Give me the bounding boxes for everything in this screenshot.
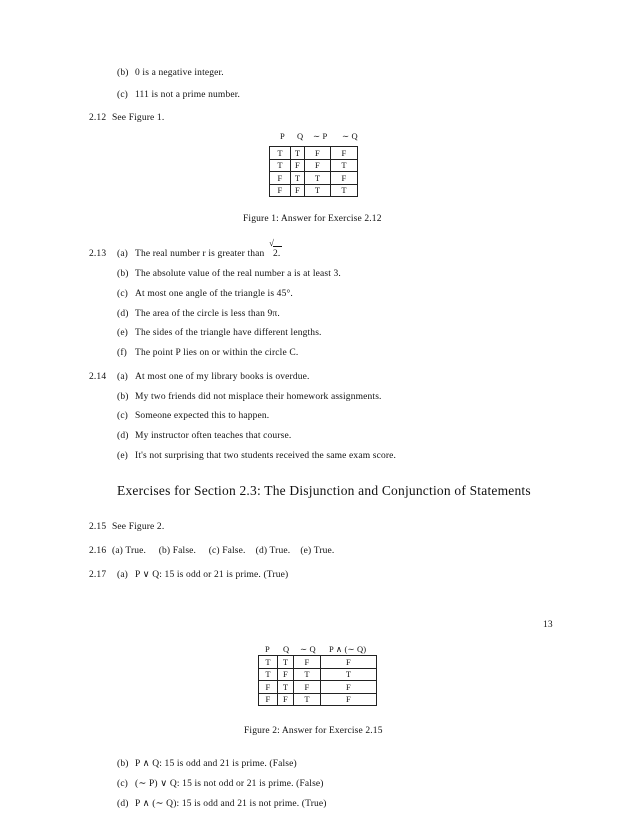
table-cell: T xyxy=(270,159,291,172)
truth-table-2 xyxy=(258,655,377,706)
item-text: 111 is not a prime number. xyxy=(135,90,241,100)
table-header: ∼ Q xyxy=(342,131,358,141)
exercise-number: 2.15 xyxy=(89,522,107,532)
item-label: (c) xyxy=(117,90,128,100)
table-cell: T xyxy=(259,668,278,681)
table-cell: F xyxy=(270,184,291,197)
item-text: See Figure 1. xyxy=(112,113,165,123)
item-label: (e) xyxy=(117,451,128,461)
exercise-number: 2.17 xyxy=(89,570,107,580)
table-cell: T xyxy=(305,184,331,197)
item-label: (e) xyxy=(117,328,128,338)
item-text: The point P lies on or within the circle C. xyxy=(135,348,299,358)
table-cell: T xyxy=(294,668,321,681)
table-header: ∼ Q xyxy=(300,644,316,654)
item-label: (c) xyxy=(117,779,128,789)
table-cell: F xyxy=(294,656,321,669)
item-label: (a) xyxy=(117,372,128,382)
table-row xyxy=(259,656,377,669)
table-cell: T xyxy=(331,159,358,172)
table-cell: F xyxy=(270,172,291,185)
figure-caption: Figure 1: Answer for Exercise 2.12 xyxy=(243,214,382,224)
item-text: P ∧ Q: 15 is odd and 21 is prime. (False) xyxy=(135,759,297,769)
table-cell: T xyxy=(331,184,358,197)
table-cell: T xyxy=(291,147,305,160)
exercise-number: 2.14 xyxy=(89,372,107,382)
table-row xyxy=(259,668,377,681)
table-cell: T xyxy=(278,656,294,669)
table-row xyxy=(259,693,377,706)
truth-table-1 xyxy=(269,146,358,197)
table-cell: T xyxy=(259,656,278,669)
item-text: P ∨ Q: 15 is odd or 21 is prime. (True) xyxy=(135,570,289,580)
table-cell: T xyxy=(278,681,294,694)
table-cell: F xyxy=(321,681,377,694)
item-label: (d) xyxy=(117,309,129,319)
table-cell: F xyxy=(305,159,331,172)
item-text: The area of the circle is less than 9π. xyxy=(135,309,280,319)
item-label: (d) xyxy=(117,431,129,441)
table-cell: T xyxy=(270,147,291,160)
table-cell: F xyxy=(294,681,321,694)
item-text: My two friends did not misplace their homework assignments. xyxy=(135,392,382,402)
table-row xyxy=(259,681,377,694)
item-text: P ∧ (∼ Q): 15 is odd and 21 is not prime. (True) xyxy=(135,799,327,809)
item-label: (b) xyxy=(117,759,129,769)
item-label: (f) xyxy=(117,348,127,358)
item-text: The real number r is greater than √ 2. xyxy=(135,238,281,259)
item-label: (a) xyxy=(117,249,128,259)
figure-caption: Figure 2: Answer for Exercise 2.15 xyxy=(244,726,383,736)
item-label: (b) xyxy=(117,269,129,279)
table-cell: T xyxy=(321,668,377,681)
table-row xyxy=(270,159,358,172)
item-text: 0 is a negative integer. xyxy=(135,68,224,78)
table-header: P ∧ (∼ Q) xyxy=(329,644,367,654)
item-text: At most one angle of the triangle is 45°. xyxy=(135,289,293,299)
table-cell: F xyxy=(278,693,294,706)
table-cell: F xyxy=(331,172,358,185)
item-text: (a) True. (b) False. (c) False. (d) True. (e) True. xyxy=(112,546,335,556)
item-label: (d) xyxy=(117,799,129,809)
table-header: P xyxy=(265,644,270,654)
table-header: ∼ P xyxy=(313,131,328,141)
table-header: Q xyxy=(297,131,304,141)
table-cell: T xyxy=(294,693,321,706)
page-number: 13 xyxy=(543,620,553,630)
table-cell: T xyxy=(305,172,331,185)
table-cell: F xyxy=(259,693,278,706)
table-cell: T xyxy=(291,172,305,185)
section-heading: Exercises for Section 2.3: The Disjunction and Conjunction of Statements xyxy=(117,483,531,498)
item-label: (c) xyxy=(117,411,128,421)
item-text: (∼ P) ∨ Q: 15 is not odd or 21 is prime. (False) xyxy=(135,779,324,789)
item-text: The sides of the triangle have different lengths. xyxy=(135,328,322,338)
table-cell: F xyxy=(259,681,278,694)
table-cell: F xyxy=(291,159,305,172)
table-header: Q xyxy=(283,644,290,654)
item-text: See Figure 2. xyxy=(112,522,165,532)
exercise-number: 2.13 xyxy=(89,249,107,259)
table-row xyxy=(270,184,358,197)
item-label: (b) xyxy=(117,68,129,78)
table-cell: F xyxy=(291,184,305,197)
sqrt-symbol: √ 2. xyxy=(268,238,281,259)
item-text: Someone expected this to happen. xyxy=(135,411,270,421)
table-cell: F xyxy=(305,147,331,160)
table-cell: F xyxy=(321,656,377,669)
table-row xyxy=(270,172,358,185)
item-text: My instructor often teaches that course. xyxy=(135,431,292,441)
exercise-number: 2.16 xyxy=(89,546,107,556)
exercise-number: 2.12 xyxy=(89,113,107,123)
table-header: P xyxy=(280,131,285,141)
table-cell: F xyxy=(331,147,358,160)
item-label: (a) xyxy=(117,570,128,580)
item-text: The absolute value of the real number a is at least 3. xyxy=(135,269,341,279)
table-cell: F xyxy=(321,693,377,706)
item-text: It's not surprising that two students received the same exam score. xyxy=(135,451,397,461)
item-label: (c) xyxy=(117,289,128,299)
table-cell: F xyxy=(278,668,294,681)
item-label: (b) xyxy=(117,392,129,402)
table-row xyxy=(270,147,358,160)
item-text: At most one of my library books is overdue. xyxy=(135,372,310,382)
